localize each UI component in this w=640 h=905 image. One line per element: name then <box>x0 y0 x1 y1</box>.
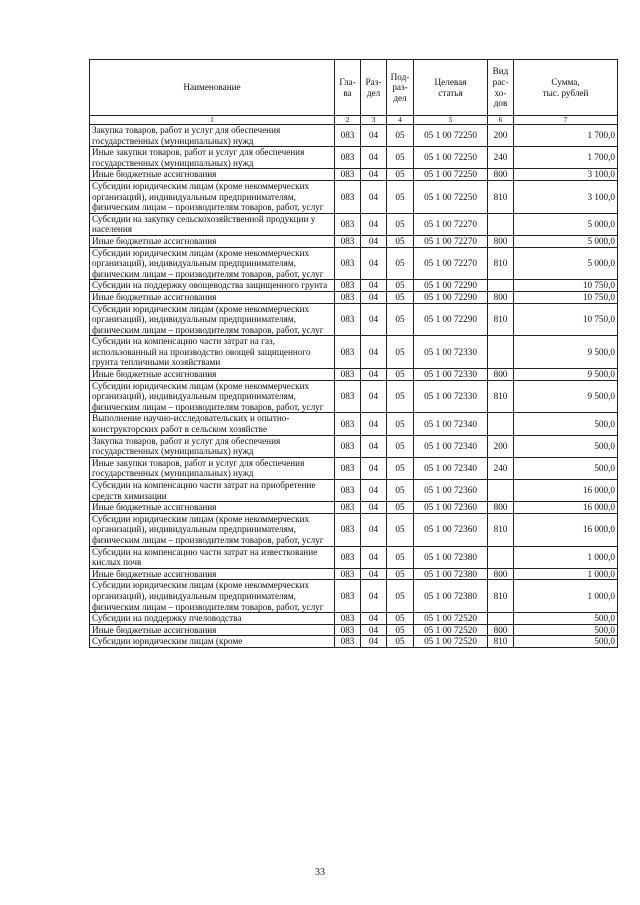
cell-glava: 083 <box>335 280 361 292</box>
cell-vid <box>488 213 514 235</box>
cell-glava: 083 <box>335 457 361 479</box>
cell-name: Субсидии на компенсацию части затрат на газ, использованный на производство овощей защищенного грунта тепличными хозяйствами <box>90 336 335 369</box>
cell-name: Иные бюджетные ассигнования <box>90 502 335 514</box>
table-row <box>90 568 618 580</box>
cell-sum: 5 000,0 <box>514 247 618 280</box>
cell-vid: 200 <box>488 125 514 147</box>
cell-glava: 083 <box>335 613 361 625</box>
cell-sum: 16 000,0 <box>514 480 618 502</box>
cell-vid <box>488 480 514 502</box>
cell-target: 05 1 00 72270 <box>414 213 488 235</box>
budget-table <box>89 59 618 648</box>
cell-glava: 083 <box>335 546 361 568</box>
cell-glava: 083 <box>335 213 361 235</box>
table-body <box>90 125 618 648</box>
cell-podrazdel: 05 <box>387 125 414 147</box>
cell-glava: 083 <box>335 502 361 514</box>
cell-name: Иные бюджетные ассигнования <box>90 235 335 247</box>
cell-sum: 5 000,0 <box>514 235 618 247</box>
cell-razdel: 04 <box>361 125 387 147</box>
cell-target: 05 1 00 72250 <box>414 180 488 213</box>
cell-sum: 10 750,0 <box>514 291 618 303</box>
cell-razdel: 04 <box>361 636 387 648</box>
cell-vid: 800 <box>488 369 514 381</box>
cell-vid: 800 <box>488 502 514 514</box>
cell-glava: 083 <box>335 125 361 147</box>
cell-glava: 083 <box>335 480 361 502</box>
cell-razdel: 04 <box>361 546 387 568</box>
cell-razdel: 04 <box>361 568 387 580</box>
cell-vid: 810 <box>488 180 514 213</box>
cell-target: 05 1 00 72270 <box>414 235 488 247</box>
header-vid <box>488 60 514 116</box>
cell-vid: 800 <box>488 568 514 580</box>
cell-podrazdel: 05 <box>387 180 414 213</box>
cell-vid <box>488 413 514 435</box>
cell-name: Субсидии на компенсацию части затрат на приобретение средств химизации <box>90 480 335 502</box>
column-number: 1 <box>90 116 335 125</box>
cell-name: Субсидии юридическим лицам (кроме некоммерческих организаций), индивидуальным предпринимателям, физическим лицам – производителям товаров, работ, услуг <box>90 380 335 413</box>
cell-target: 05 1 00 72380 <box>414 568 488 580</box>
cell-vid: 800 <box>488 235 514 247</box>
cell-podrazdel: 05 <box>387 280 414 292</box>
table-row <box>90 413 618 435</box>
cell-podrazdel: 05 <box>387 169 414 181</box>
cell-sum: 10 750,0 <box>514 280 618 292</box>
cell-podrazdel: 05 <box>387 380 414 413</box>
cell-target: 05 1 00 72340 <box>414 413 488 435</box>
cell-target: 05 1 00 72360 <box>414 513 488 546</box>
table-row <box>90 291 618 303</box>
cell-sum: 500,0 <box>514 624 618 636</box>
cell-podrazdel: 05 <box>387 480 414 502</box>
cell-target: 05 1 00 72290 <box>414 291 488 303</box>
cell-sum: 500,0 <box>514 435 618 457</box>
table-row <box>90 380 618 413</box>
cell-glava: 083 <box>335 413 361 435</box>
cell-podrazdel: 05 <box>387 546 414 568</box>
cell-glava: 083 <box>335 180 361 213</box>
cell-vid <box>488 280 514 292</box>
cell-razdel: 04 <box>361 480 387 502</box>
cell-vid: 810 <box>488 636 514 648</box>
cell-name: Выполнение научно-исследовательских и опытно-конструкторских работ в сельском хозяйстве <box>90 413 335 435</box>
cell-name: Закупка товаров, работ и услуг для обеспечения государственных (муниципальных) нужд <box>90 435 335 457</box>
cell-podrazdel: 05 <box>387 624 414 636</box>
cell-sum: 1 700,0 <box>514 125 618 147</box>
cell-razdel: 04 <box>361 280 387 292</box>
table-row <box>90 513 618 546</box>
cell-target: 05 1 00 72360 <box>414 480 488 502</box>
cell-target: 05 1 00 72290 <box>414 303 488 336</box>
cell-target: 05 1 00 72380 <box>414 546 488 568</box>
cell-razdel: 04 <box>361 613 387 625</box>
cell-razdel: 04 <box>361 336 387 369</box>
cell-sum: 500,0 <box>514 457 618 479</box>
cell-glava: 083 <box>335 568 361 580</box>
cell-podrazdel: 05 <box>387 613 414 625</box>
cell-podrazdel: 05 <box>387 247 414 280</box>
cell-podrazdel: 05 <box>387 502 414 514</box>
table-row <box>90 435 618 457</box>
cell-sum: 500,0 <box>514 636 618 648</box>
cell-vid <box>488 613 514 625</box>
header-row <box>90 60 618 116</box>
cell-razdel: 04 <box>361 247 387 280</box>
cell-podrazdel: 05 <box>387 435 414 457</box>
cell-glava: 083 <box>335 513 361 546</box>
cell-razdel: 04 <box>361 235 387 247</box>
cell-name: Иные закупки товаров, работ и услуг для обеспечения государственных (муниципальных) нужд <box>90 457 335 479</box>
cell-sum: 3 100,0 <box>514 169 618 181</box>
cell-razdel: 04 <box>361 457 387 479</box>
cell-sum: 1 000,0 <box>514 546 618 568</box>
cell-razdel: 04 <box>361 413 387 435</box>
cell-vid: 240 <box>488 147 514 169</box>
header-glava <box>335 60 361 116</box>
cell-name: Субсидии на поддержку пчеловодства <box>90 613 335 625</box>
cell-target: 05 1 00 72250 <box>414 147 488 169</box>
cell-name: Субсидии юридическим лицам (кроме некоммерческих организаций), индивидуальным предпринимателям, физическим лицам – производителям товаров, работ, услуг <box>90 180 335 213</box>
cell-glava: 083 <box>335 636 361 648</box>
cell-vid: 810 <box>488 247 514 280</box>
cell-name: Закупка товаров, работ и услуг для обеспечения государственных (муниципальных) нужд <box>90 125 335 147</box>
cell-glava: 083 <box>335 435 361 457</box>
table-row <box>90 613 618 625</box>
header-sum <box>514 60 618 116</box>
header-glava-label: Гла- ва <box>339 76 356 98</box>
cell-podrazdel: 05 <box>387 369 414 381</box>
cell-glava: 083 <box>335 380 361 413</box>
cell-glava: 083 <box>335 336 361 369</box>
header-razdel <box>361 60 387 116</box>
cell-podrazdel: 05 <box>387 147 414 169</box>
cell-name: Субсидии юридическим лицам (кроме некоммерческих организаций), индивидуальным предпринимателям, физическим лицам – производителям товаров, работ, услуг <box>90 247 335 280</box>
cell-razdel: 04 <box>361 435 387 457</box>
cell-glava: 083 <box>335 235 361 247</box>
column-number: 5 <box>414 116 488 125</box>
cell-vid <box>488 546 514 568</box>
table-row <box>90 546 618 568</box>
cell-razdel: 04 <box>361 369 387 381</box>
table-row <box>90 480 618 502</box>
header-target-label: Целевая статья <box>434 76 467 98</box>
cell-sum: 16 000,0 <box>514 513 618 546</box>
cell-podrazdel: 05 <box>387 213 414 235</box>
cell-target: 05 1 00 72520 <box>414 613 488 625</box>
cell-glava: 083 <box>335 369 361 381</box>
cell-podrazdel: 05 <box>387 513 414 546</box>
cell-name: Иные бюджетные ассигнования <box>90 291 335 303</box>
table-row <box>90 125 618 147</box>
cell-name: Субсидии юридическим лицам (кроме <box>90 636 335 648</box>
cell-glava: 083 <box>335 247 361 280</box>
cell-sum: 500,0 <box>514 413 618 435</box>
column-number: 7 <box>514 116 618 125</box>
header-vid-label: Вид рас- хо- дов <box>492 66 509 109</box>
header-razdel-label: Раз- дел <box>365 76 382 98</box>
cell-glava: 083 <box>335 624 361 636</box>
column-number-row <box>90 116 618 125</box>
table-row <box>90 213 618 235</box>
cell-razdel: 04 <box>361 180 387 213</box>
cell-target: 05 1 00 72520 <box>414 636 488 648</box>
header-sum-label: Сумма, тыс. рублей <box>542 76 589 98</box>
cell-sum: 1 000,0 <box>514 580 618 613</box>
cell-razdel: 04 <box>361 624 387 636</box>
cell-name: Субсидии на компенсацию части затрат на известкование кислых почв <box>90 546 335 568</box>
cell-podrazdel: 05 <box>387 457 414 479</box>
cell-podrazdel: 05 <box>387 413 414 435</box>
cell-sum: 3 100,0 <box>514 180 618 213</box>
cell-sum: 1 000,0 <box>514 568 618 580</box>
cell-razdel: 04 <box>361 291 387 303</box>
table-row <box>90 147 618 169</box>
table-row <box>90 457 618 479</box>
cell-razdel: 04 <box>361 502 387 514</box>
table-row <box>90 169 618 181</box>
column-number: 3 <box>361 116 387 125</box>
cell-vid: 240 <box>488 457 514 479</box>
cell-podrazdel: 05 <box>387 303 414 336</box>
cell-sum: 9 500,0 <box>514 336 618 369</box>
cell-target: 05 1 00 72330 <box>414 336 488 369</box>
cell-vid: 810 <box>488 580 514 613</box>
cell-vid: 810 <box>488 513 514 546</box>
column-number: 4 <box>387 116 414 125</box>
cell-name: Субсидии юридическим лицам (кроме некоммерческих организаций), индивидуальным предпринимателям, физическим лицам – производителям товаров, работ, услуг <box>90 513 335 546</box>
cell-name: Иные бюджетные ассигнования <box>90 369 335 381</box>
table-row <box>90 303 618 336</box>
cell-vid <box>488 336 514 369</box>
cell-podrazdel: 05 <box>387 336 414 369</box>
cell-podrazdel: 05 <box>387 580 414 613</box>
cell-razdel: 04 <box>361 213 387 235</box>
column-number: 6 <box>488 116 514 125</box>
cell-vid: 800 <box>488 624 514 636</box>
cell-razdel: 04 <box>361 380 387 413</box>
table-row <box>90 336 618 369</box>
cell-name: Иные бюджетные ассигнования <box>90 169 335 181</box>
cell-sum: 500,0 <box>514 613 618 625</box>
table-row <box>90 280 618 292</box>
cell-name: Субсидии на поддержку овощеводства защищенного грунта <box>90 280 335 292</box>
cell-target: 05 1 00 72290 <box>414 280 488 292</box>
cell-razdel: 04 <box>361 147 387 169</box>
cell-vid: 810 <box>488 303 514 336</box>
cell-target: 05 1 00 72270 <box>414 247 488 280</box>
table-row <box>90 235 618 247</box>
cell-glava: 083 <box>335 169 361 181</box>
header-podrazdel <box>387 60 414 116</box>
page-number: 33 <box>315 867 325 878</box>
cell-target: 05 1 00 72330 <box>414 380 488 413</box>
cell-razdel: 04 <box>361 580 387 613</box>
cell-podrazdel: 05 <box>387 235 414 247</box>
cell-target: 05 1 00 72340 <box>414 457 488 479</box>
cell-glava: 083 <box>335 580 361 613</box>
cell-glava: 083 <box>335 291 361 303</box>
table-row <box>90 180 618 213</box>
cell-sum: 16 000,0 <box>514 502 618 514</box>
cell-sum: 5 000,0 <box>514 213 618 235</box>
cell-name: Субсидии юридическим лицам (кроме некоммерческих организаций), индивидуальным предпринимателям, физическим лицам – производителям товаров, работ, услуг <box>90 580 335 613</box>
cell-target: 05 1 00 72360 <box>414 502 488 514</box>
cell-target: 05 1 00 72250 <box>414 169 488 181</box>
column-number: 2 <box>335 116 361 125</box>
header-target <box>414 60 488 116</box>
cell-glava: 083 <box>335 303 361 336</box>
table-row <box>90 247 618 280</box>
cell-razdel: 04 <box>361 169 387 181</box>
cell-podrazdel: 05 <box>387 636 414 648</box>
cell-podrazdel: 05 <box>387 568 414 580</box>
cell-name: Субсидии юридическим лицам (кроме некоммерческих организаций), индивидуальным предпринимателям, физическим лицам – производителям товаров, работ, услуг <box>90 303 335 336</box>
cell-sum: 9 500,0 <box>514 369 618 381</box>
cell-name: Иные бюджетные ассигнования <box>90 624 335 636</box>
table-row <box>90 502 618 514</box>
header-name: Наименование <box>90 60 335 116</box>
table-row <box>90 624 618 636</box>
cell-sum: 1 700,0 <box>514 147 618 169</box>
table-row <box>90 636 618 648</box>
cell-name: Иные закупки товаров, работ и услуг для обеспечения государственных (муниципальных) нужд <box>90 147 335 169</box>
cell-target: 05 1 00 72330 <box>414 369 488 381</box>
cell-target: 05 1 00 72380 <box>414 580 488 613</box>
cell-sum: 9 500,0 <box>514 380 618 413</box>
table-row <box>90 580 618 613</box>
cell-target: 05 1 00 72520 <box>414 624 488 636</box>
cell-target: 05 1 00 72340 <box>414 435 488 457</box>
cell-vid: 800 <box>488 169 514 181</box>
cell-glava: 083 <box>335 147 361 169</box>
cell-razdel: 04 <box>361 303 387 336</box>
cell-name: Субсидии на закупку сельскохозяйственной продукции у населения <box>90 213 335 235</box>
cell-name: Иные бюджетные ассигнования <box>90 568 335 580</box>
header-podrazdel-label: Под- раз- дел <box>390 71 410 103</box>
table-row <box>90 369 618 381</box>
cell-sum: 10 750,0 <box>514 303 618 336</box>
cell-vid: 800 <box>488 291 514 303</box>
cell-vid: 200 <box>488 435 514 457</box>
cell-target: 05 1 00 72250 <box>414 125 488 147</box>
cell-podrazdel: 05 <box>387 291 414 303</box>
cell-razdel: 04 <box>361 513 387 546</box>
cell-vid: 810 <box>488 380 514 413</box>
